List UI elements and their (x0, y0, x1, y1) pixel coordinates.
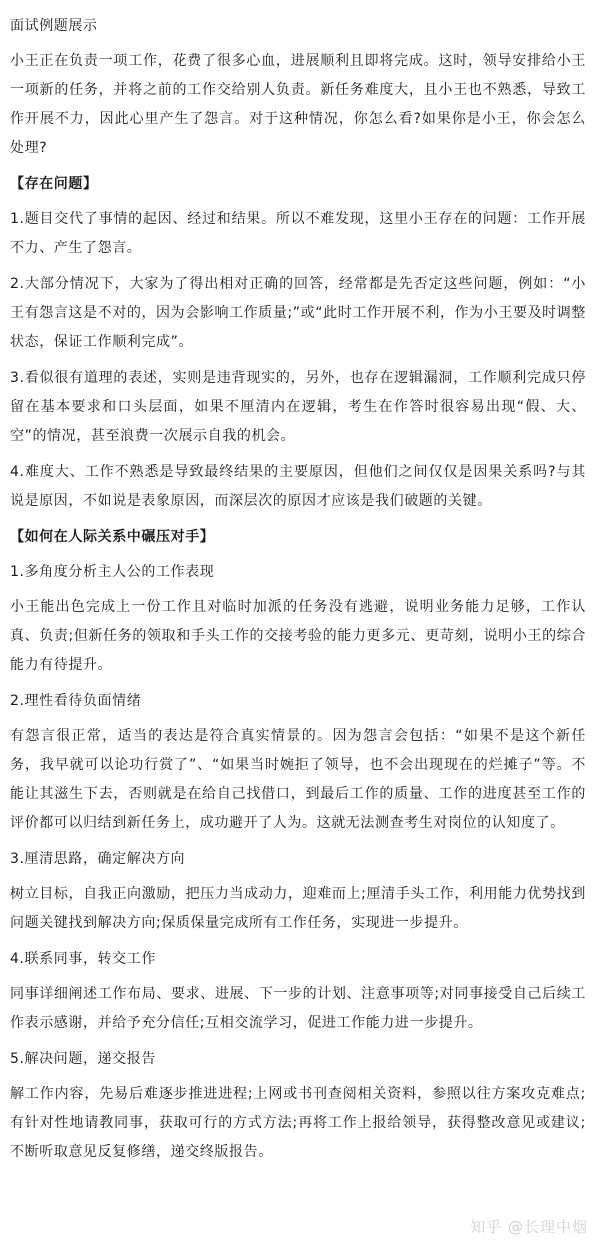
page-title: 面试例题展示 (10, 18, 98, 34)
intro-paragraph: 小王正在负责一项工作，花费了很多心血，进展顺利且即将完成。这时，领导安排给小王一项新的任务，并将之前的工作交给别人负责。新任务难度大，且小王也不熟悉，导致工作开展不力，因此心里产生了怨言。对于这种情况，你怎么看?如果你是小王，你会怎么处理? (10, 53, 586, 156)
problem-item-3: 3.看似很有道理的表述，实则是违背现实的，另外，也存在逻辑漏洞，工作顺利完成只停留在基本要求和口头层面，如果不厘清内在逻辑，考生在作答时很容易出现“假、大、空”的情况，甚至浪费一次展示自我的机会。 (10, 370, 586, 444)
solution-text-2: 有怨言很正常，适当的表达是符合真实情景的。因为怨言会包括：“如果不是这个新任务，我早就可以论功行赏了”、“如果当时婉拒了领导，也不会出现现在的烂摊子”等。不能让其滋生下去，否则就是在给自己找借口，到最后工作的质量、工作的进度甚至工作的评价都可以归结到新任务上，成功避开了人为。这就无法测查考生对岗位的认知度了。 (10, 728, 586, 831)
watermark: 知乎 @长理中烟 (470, 1218, 588, 1236)
problem-item-4: 4.难度大、工作不熟悉是导致最终结果的主要原因，但他们之间仅仅是因果关系吗?与其说是原因，不如说是表象原因，而深层次的原因才应该是我们破题的关键。 (10, 464, 586, 509)
section-heading-problems: 【存在问题】 (10, 176, 98, 192)
problem-item-1: 1.题目交代了事情的起因、经过和结果。所以不难发现，这里小王存在的问题：工作开展不力、产生了怨言。 (10, 211, 586, 256)
solution-subheading-4: 4.联系同事，转交工作 (10, 951, 156, 967)
section-heading-solutions: 【如何在人际关系中碾压对手】 (10, 529, 215, 545)
solution-subheading-2: 2.理性看待负面情绪 (10, 693, 142, 709)
solution-text-5: 解工作内容，先易后难逐步推进进程;上网或书刊查阅相关资料，参照以往方案攻克难点;有针对性地请教同事，获取可行的方式方法;再将工作上报给领导，获得整改意见或建议;不断听取意见反复修缮，递交终版报告。 (10, 1086, 586, 1160)
problem-item-2: 2.大部分情况下，大家为了得出相对正确的回答，经常都是先否定这些问题，例如：“小王有怨言这是不对的，因为会影响工作质量;”或“此时工作开展不利，作为小王要及时调整状态，保证工作顺利完成”。 (10, 276, 586, 350)
solution-subheading-1: 1.多角度分析主人公的工作表现 (10, 564, 215, 580)
solution-text-1: 小王能出色完成上一份工作且对临时加派的任务没有逃避，说明业务能力足够，工作认真、负责;但新任务的领取和手头工作的交接考验的能力更多元、更苛刻，说明小王的综合能力有待提升。 (10, 599, 586, 673)
solution-subheading-5: 5.解决问题，递交报告 (10, 1051, 156, 1067)
solution-text-4: 同事详细阐述工作布局、要求、进展、下一步的计划、注意事项等;对同事接受自己后续工作表示感谢，并给予充分信任;互相交流学习，促进工作能力进一步提升。 (10, 986, 586, 1031)
solution-text-3: 树立目标，自我正向激励，把压力当成动力，迎难而上;厘清手头工作，利用能力优势找到问题关键找到解决方向;保质保量完成所有工作任务，实现进一步提升。 (10, 886, 586, 931)
solution-subheading-3: 3.厘清思路，确定解决方向 (10, 851, 186, 867)
